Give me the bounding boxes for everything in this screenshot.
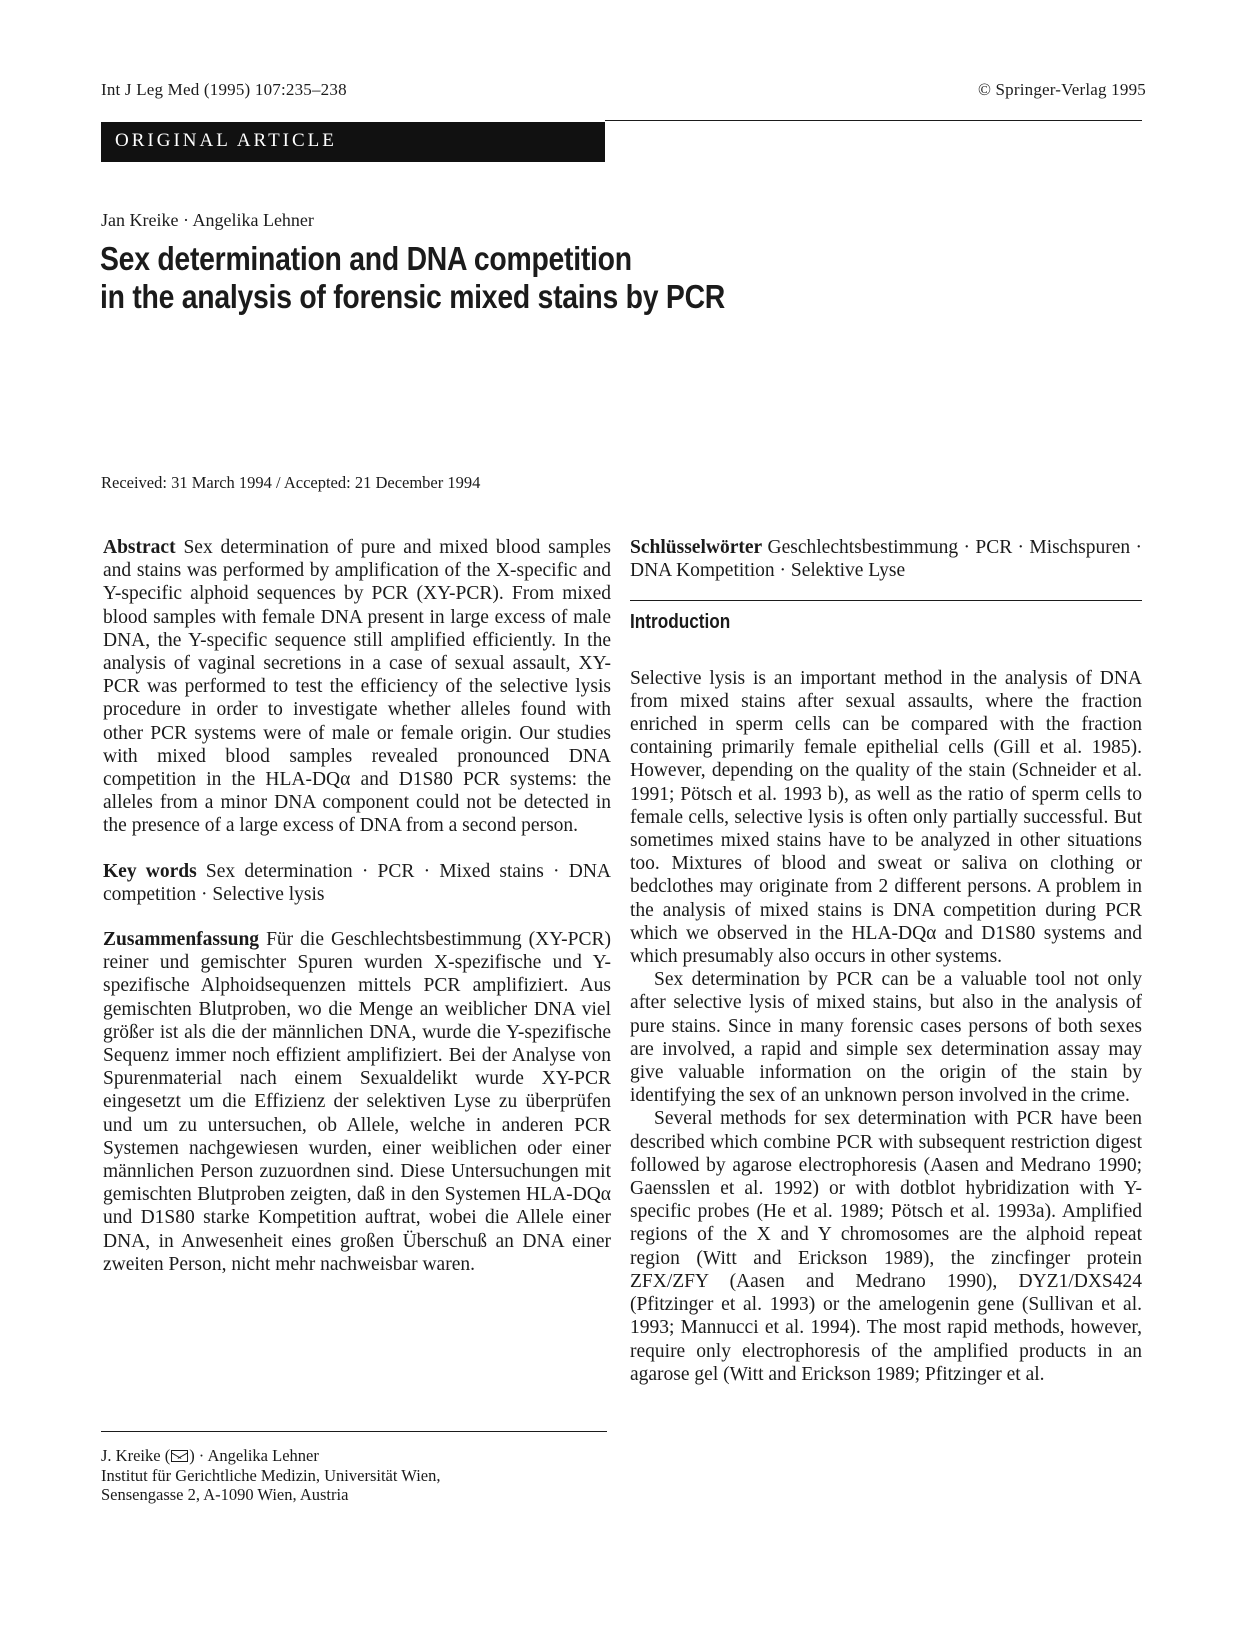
keywords — [103, 860, 611, 906]
abstract-label: Abstract — [103, 537, 176, 558]
right-column — [630, 536, 1142, 1386]
left-column — [103, 536, 611, 1276]
title-line-2: in the analysis of forensic mixed stains by PCR — [100, 278, 726, 315]
article-title — [100, 240, 874, 316]
abstract-text: Sex determination of pure and mixed blood samples and stains was performed by amplification of the X-specific and Y-specific alphoid sequences by PCR (XY-PCR). From mixed blood samples with female DNA present in large excess of male DNA, the Y-specific sequence still amplified efficiently. In the analysis of vaginal secretions in a case of sexual assault, XY-PCR was performed to test the efficiency of the selective lysis procedure in order to investigate whether alleles found with other PCR systems were of male or female origin. Our studies with mixed blood samples revealed pronounced DNA competition in the HLA-DQα and D1S80 PCR systems: the alleles from a minor DNA component could not be detected in the presence of a large excess of DNA from a second person. — [103, 537, 612, 837]
abstract — [103, 536, 611, 838]
article-type-banner — [101, 122, 605, 162]
section-divider — [630, 600, 1142, 601]
keywords-label: Key words — [103, 860, 197, 882]
schluesselwoerter-text: Geschlechtsbestimmung · PCR · Mischspuren · DNA Kompetition · Selektive Lyse — [630, 537, 1142, 582]
envelope-icon — [171, 1450, 188, 1462]
title-line-1: Sex determination and DNA competition — [100, 240, 632, 277]
journal-citation: Int J Leg Med (1995) 107:235–238 — [101, 80, 347, 99]
corresponding-author: J. Kreike ( ) · Angelika Lehner — [101, 1446, 319, 1465]
footnote-rule — [101, 1431, 607, 1432]
institute-address: Sensengasse 2, A-1090 Wien, Austria — [101, 1485, 349, 1504]
institute-name: Institut für Gerichtliche Medizin, Universität Wien, — [101, 1465, 441, 1485]
copyright-notice: © Springer-Verlag 1995 — [977, 80, 1146, 99]
introduction-heading: Introduction — [630, 611, 731, 634]
zusammenfassung-label: Zusammenfassung — [103, 929, 260, 951]
author-list: Jan Kreike · Angelika Lehner — [101, 210, 314, 230]
introduction-paragraph-3: Several methods for sex determination with PCR have been described which combine PCR with subsequent restriction digest followed by agarose electrophoresis (Aasen and Medrano 1990; Gaensslen et al. 1992) or with dotblot hybridization with Y-specific probes (He et al. 1989; Pötsch et al. 1993a). Amplified regions of the X and Y chromosomes are the alphoid repeat region (Witt and Erickson 1989), the zincfinger protein ZFX/ZFY (Aasen and Medrano 1990), DYZ1/DXS424 (Pfitzinger et al. 1993) or the amelogenin gene (Sullivan et al. 1993; Mannucci et al. 1994). The most rapid methods, however, require only electrophoresis of the amplified products in an agarose gel (Witt and Erickson 1989; Pfitzinger et al. — [630, 1108, 1142, 1385]
header-rule — [605, 120, 1142, 121]
schluesselwoerter — [630, 536, 1142, 582]
schluesselwoerter-label: Schlüsselwörter — [630, 537, 763, 558]
zusammenfassung-text: Für die Geschlechtsbestimmung (XY-PCR) reiner und gemischter Spuren wurden X-spezifische und Y-spezifische Alphoidsequenzen mittels PCR amplifiziert. Aus gemischten Blutproben, wo die Menge an weiblicher DNA viel größer ist als die der männlichen DNA, wurde die Y-spezifische Sequenz immer noch effizient amplifiziert. Bei der Analyse von Spurenmaterial nach einem Sexualdelikt wurde XY-PCR eingesetzt um die Effizienz der selektiven Lyse zu überprüfen und um zu untersuchen, ob Allele, welche in anderen PCR Systemen nachgewiesen wurden, einer weiblichen oder einer männlichen Person zuzuordnen sind. Diese Untersuchungen mit gemischten Blutproben zeigten, daß in den Systemen HLA-DQα und D1S80 starke Kompetition auftrat, wobei die Allele einer DNA, in Anwesenheit eines großen Überschuß an DNA einer zweiten Person, nicht mehr nachweisbar waren. — [103, 929, 611, 1275]
article-type-label: ORIGINAL ARTICLE — [115, 130, 337, 151]
zusammenfassung — [103, 928, 611, 1276]
introduction-paragraph-2: Sex determination by PCR can be a valuable tool not only after selective lysis of mixed stains, but also in the analysis of pure stains. Since in many forensic cases persons of both sexes are involved, a rapid and simple sex determination assay may give valuable information on the origin of the stain by identifying the sex of an unknown person involved in the crime. — [630, 969, 1142, 1107]
received-accepted-dates: Received: 31 March 1994 / Accepted: 21 December 1994 — [101, 473, 481, 492]
introduction-paragraph-1: Selective lysis is an important method in the analysis of DNA from mixed stains after sexual assaults, where the fraction enriched in sperm cells can be compared with the fraction containing primarily female epithelial cells (Gill et al. 1985). However, depending on the quality of the stain (Schneider et al. 1991; Pötsch et al. 1993 b), as well as the ratio of sperm cells to female cells, selective lysis is often only partially successful. But sometimes mixed stains have to be analyzed in other situations too. Mixtures of blood and sweat or saliva on clothing or bedclothes may originate from 2 different persons. A problem in the analysis of mixed stains is DNA competition during PCR which we observed in the HLA-DQα and D1S80 systems and which presumably also occurs in other systems. — [630, 667, 1142, 968]
keywords-text: Sex determination · PCR · Mixed stains · DNA competition · Selective lysis — [103, 860, 611, 905]
author-affiliation — [101, 1446, 440, 1505]
